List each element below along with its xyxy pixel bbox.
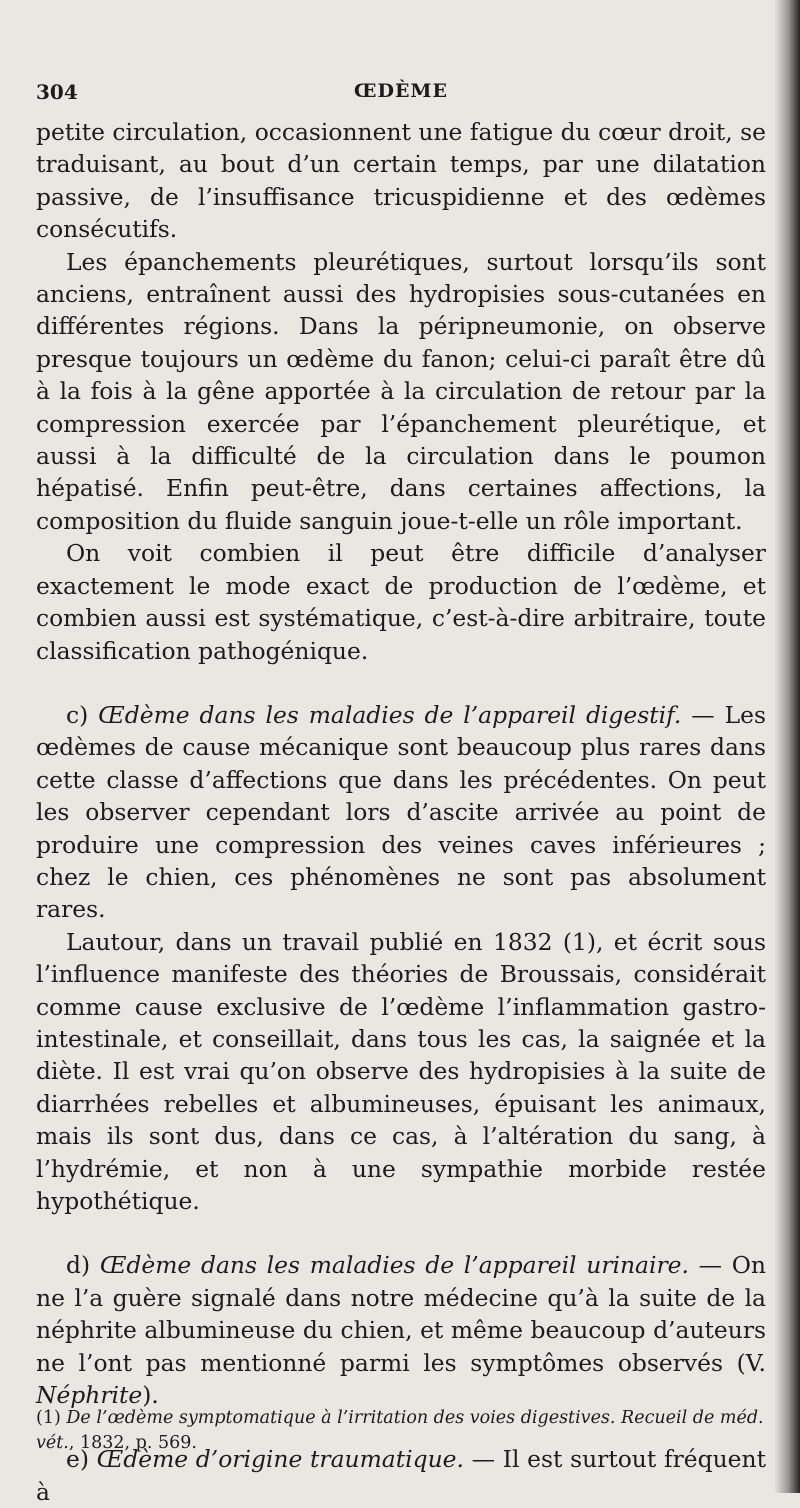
body-text [36,116,766,1508]
paragraph-continuation: petite circulation, occasionnent une fatigue du cœur droit, se traduisant, au bout d’un certain temps, par une dilatation passive, de l’insuffisance tricuspidienne et des œdèmes consécutifs. [36,118,766,244]
footnote [36,1406,766,1456]
section-d [36,1249,766,1411]
section-c [36,699,766,926]
paragraph-pleural-effusions: Les épanchements pleurétiques, surtout lorsqu’ils sont anciens, entraînent aussi des hydropisies sous-cutanées en différentes régions. Dans la péripneumonie, on observe presque toujours un œdème du fanon; celui-ci paraît être dû à la fois à la gêne apportée à la circulation de retour par la compression exercée par l’épanchement pleurétique, et aussi à la difficulté de la circulation dans le poumon hépatisé. Enfin peut-être, dans certaines affections, la composition du fluide sanguin joue-t-elle un rôle important. [36,247,766,535]
page-number: 304 [36,80,78,104]
section-d-title: Œdème dans les maladies de l’appareil urinaire. [99,1251,689,1280]
paragraph-classification: On voit combien il peut être difficile d’analyser exactement le mode exact de production de l’œdème, et combien aussi est systématique, c’est-à-dire arbitraire, toute classification pathogénique. [36,539,766,665]
section-d-text: — On ne l’a guère signalé dans notre médecine qu’à la suite de la néphrite albumineuse du chien, et même beaucoup d’auteurs ne l’ont pas mentionné parmi les symptômes observés (V. [36,1251,766,1377]
footnote-details: , 1832, p. 569. [68,1433,197,1453]
section-d-end: ). [142,1381,159,1410]
section-e-title: Œdème d’origine traumatique. [96,1445,464,1474]
page-header [36,80,766,112]
footnote-journal: Recueil de méd. vét. [36,1408,764,1453]
section-d-label: d) [66,1251,91,1280]
footnote-marker: (1) [36,1408,61,1428]
running-title: ŒDÈME [354,80,448,102]
section-e-label: e) [66,1445,89,1474]
section-c-label: c) [66,700,89,729]
section-c-text: — Les œdèmes de cause mécanique sont beaucoup plus rares dans cette classe d’affections que dans les précédentes. On peut les observer cependant lors d’ascite arrivée au point de produire une compression des veines caves inférieures ; chez le chien, ces phénomènes ne sont pas absolument rares. [36,700,766,924]
section-c-title: Œdème dans les maladies de l’appareil digestif. [98,700,682,729]
footnote-title: De l’œdème symptomatique à l’irritation des voies digestives. [66,1408,616,1428]
paragraph-lautour: Lautour, dans un travail publié en 1832 (1), et écrit sous l’influence manifeste des théories de Broussais, considérait comme cause exclusive de l’œdème l’inflammation gastro-intestinale, et conseillait, dans tous les cas, la saignée et la diète. Il est vrai qu’on observe des hydropisies à la suite de diarrhées rebelles et albumineuses, épuisant les animaux, mais ils sont dus, dans ce cas, à l’altération du sang, à l’hydrémie, et non à une sympathie morbide restée hypothétique. [36,927,766,1215]
section-gap [36,1217,766,1249]
page-binding-shadow [774,0,800,1493]
section-e-text: — Il est surtout fréquent à [36,1445,766,1506]
section-gap [36,667,766,699]
section-d-reference: Néphrite [36,1381,143,1410]
